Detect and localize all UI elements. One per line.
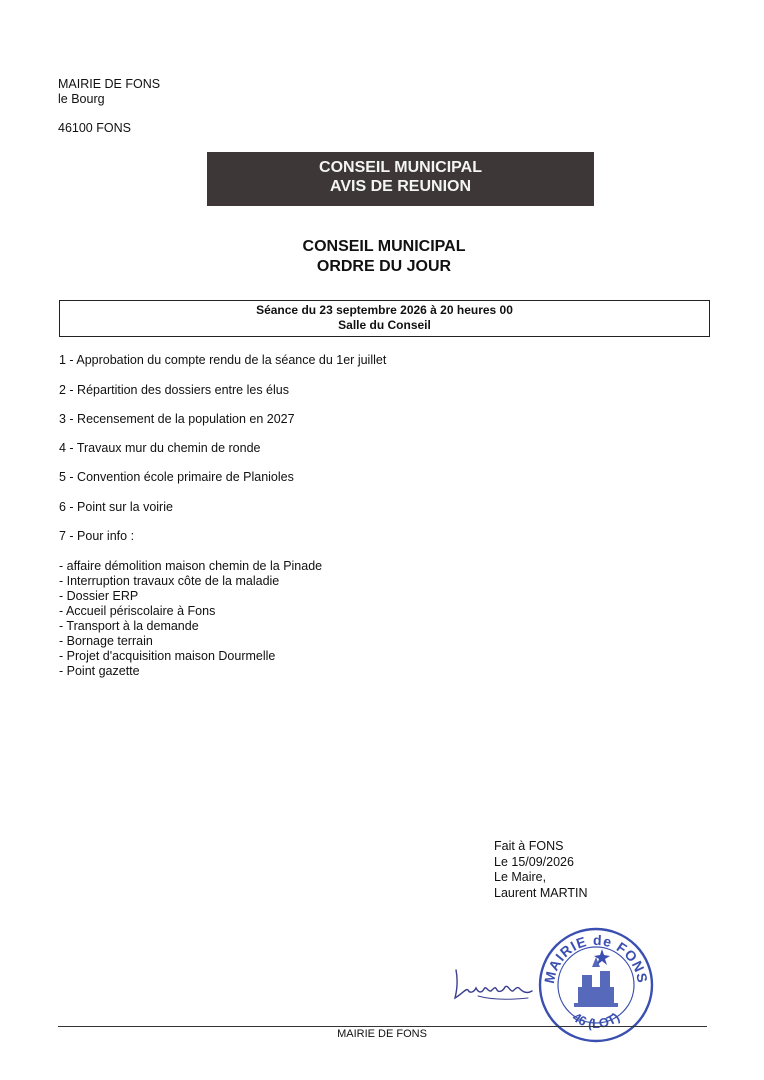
- info-item: - Dossier ERP: [59, 589, 139, 603]
- sender-name: MAIRIE DE FONS: [58, 77, 161, 91]
- banner-title: CONSEIL MUNICIPAL: [319, 159, 482, 176]
- signature-block: [494, 839, 588, 901]
- info-item: - Projet d'acquisition maison Dourmelle: [59, 649, 276, 663]
- info-list: [59, 559, 322, 679]
- agenda-item: 7 - Pour info :: [59, 529, 135, 543]
- seal-bottom-text: 46 (LOT): [569, 1009, 623, 1032]
- sender-postal: 46100 FONS: [58, 121, 131, 135]
- footer-divider: [58, 1026, 707, 1027]
- agenda-heading: [200, 237, 568, 277]
- signature-date: Le 15/09/2026: [494, 854, 574, 869]
- agenda-item: 6 - Point sur la voirie: [59, 500, 173, 514]
- agenda-item: 3 - Recensement de la population en 2027: [59, 412, 295, 426]
- session-box: [59, 300, 710, 337]
- info-item: - affaire démolition maison chemin de la Pinade: [59, 559, 323, 573]
- info-item: - Transport à la demande: [59, 619, 199, 633]
- agenda-heading-line1: CONSEIL MUNICIPAL: [302, 238, 466, 255]
- info-item: - Accueil périscolaire à Fons: [59, 604, 216, 618]
- info-item: - Interruption travaux côte de la maladie: [59, 574, 280, 588]
- sender-street: le Bourg: [58, 92, 105, 106]
- session-room: Salle du Conseil: [338, 318, 431, 332]
- notice-banner: [207, 152, 594, 206]
- agenda-item: 2 - Répartition des dossiers entre les élus: [59, 383, 289, 397]
- session-date: Séance du 23 septembre 2026 à 20 heures 00: [256, 303, 513, 317]
- footer-label: MAIRIE DE FONS: [337, 1028, 427, 1040]
- banner-subtitle: AVIS DE REUNION: [329, 178, 472, 195]
- agenda-item: 1 - Approbation du compte rendu de la séance du 1er juillet: [59, 353, 387, 367]
- agenda-heading-line2: ORDRE DU JOUR: [316, 258, 452, 275]
- town-seal: [536, 925, 656, 1045]
- agenda-item: 5 - Convention école primaire de Planioles: [59, 470, 294, 484]
- info-item: - Point gazette: [59, 664, 140, 678]
- signature-name: Laurent MARTIN: [494, 885, 588, 900]
- agenda-item: 4 - Travaux mur du chemin de ronde: [59, 441, 261, 455]
- signature-role: Le Maire,: [494, 870, 547, 884]
- seal-top-text: MAIRIE de FONS: [540, 931, 651, 985]
- svg-text:46 (LOT): [570, 1009, 622, 1031]
- handwritten-signature: [448, 958, 540, 1008]
- signature-place: Fait à FONS: [494, 839, 564, 853]
- info-item: - Bornage terrain: [59, 634, 153, 648]
- sender-address: [58, 77, 160, 107]
